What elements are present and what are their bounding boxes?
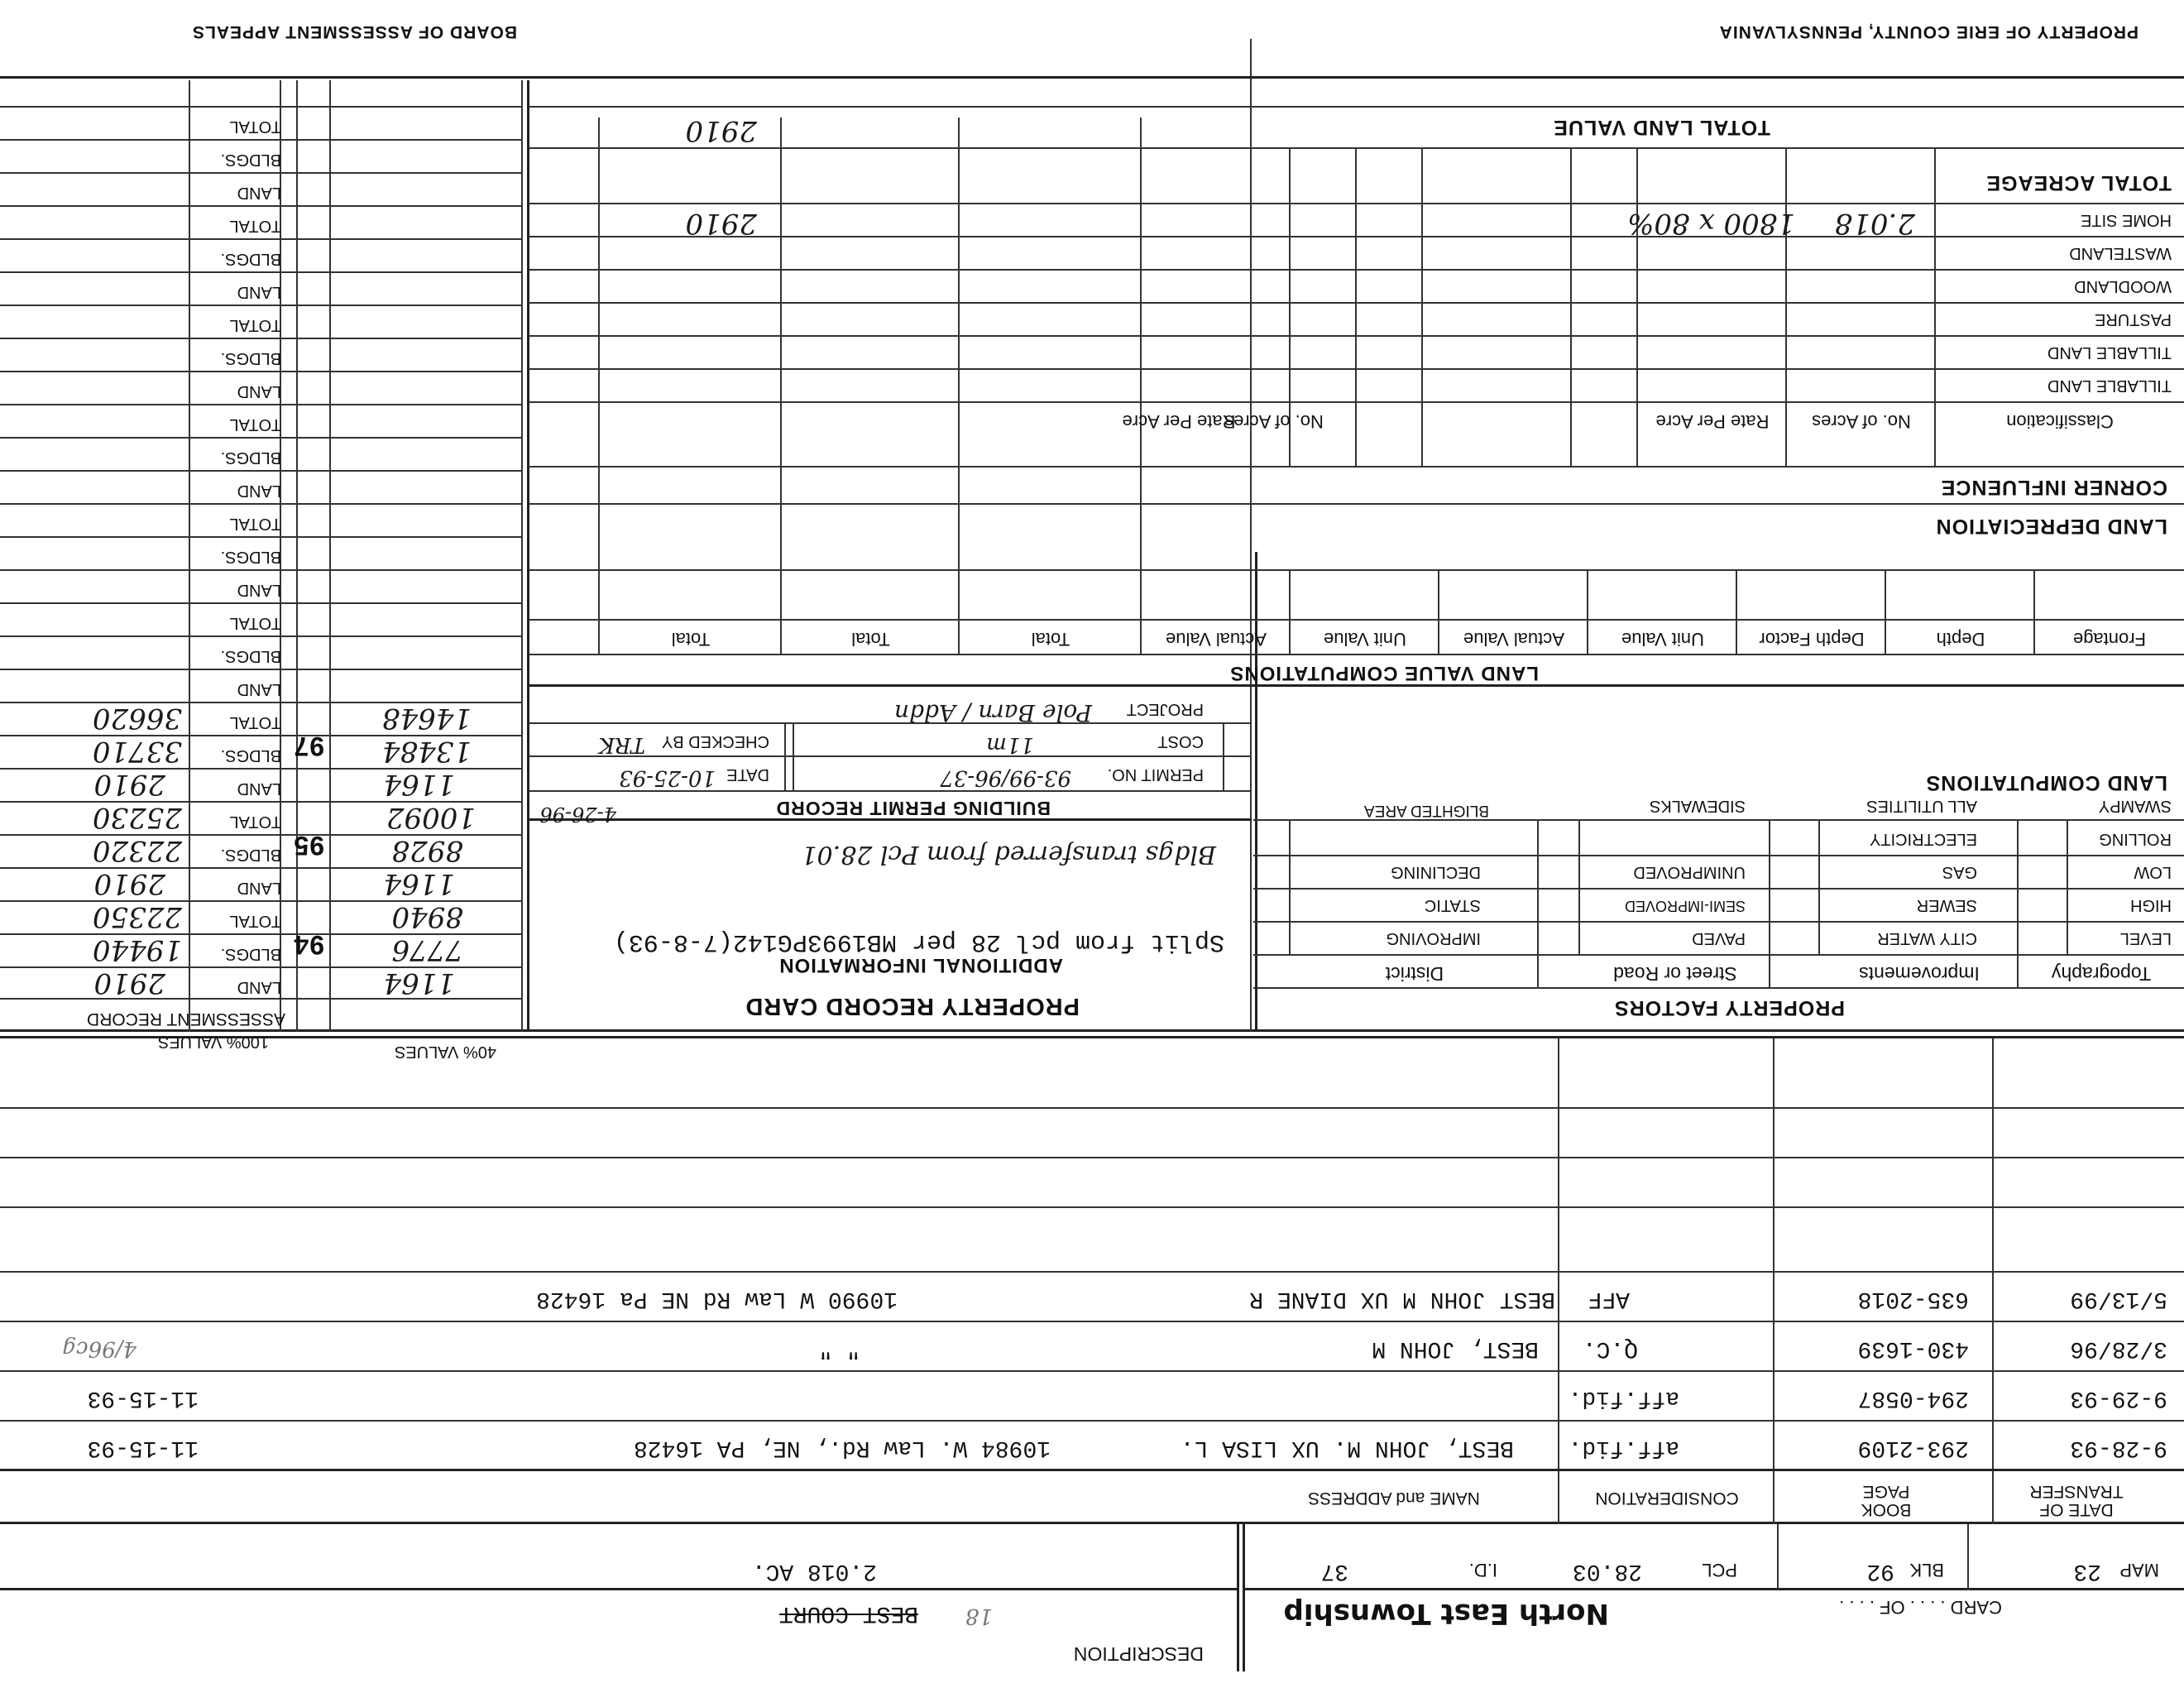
unimproved-label: UNIMPROVED [1633, 863, 1746, 881]
wasteland-label: WASTELAND [2069, 244, 2172, 262]
rule [0, 1469, 2184, 1471]
land-value-computations-title: LAND VALUE COMPUTATIONS [1229, 662, 1539, 684]
total-header-1: Total [1031, 629, 1070, 650]
section-rule [0, 1029, 2184, 1032]
id-label: I.D. [1468, 1560, 1497, 1580]
rule [0, 1522, 2184, 1524]
divider [1237, 1523, 1239, 1671]
divider [1992, 1036, 1994, 1524]
description-label: DESCRIPTION [1073, 1643, 1204, 1665]
divider [1777, 1524, 1779, 1590]
name-address-header: NAME and ADDRESS [1308, 1489, 1480, 1508]
bottom-rule [0, 76, 2184, 79]
improvements-header: Improvements [1859, 963, 1980, 985]
woodland-label: WOODLAND [2074, 277, 2172, 295]
section-rule [0, 1036, 2184, 1038]
city-water-label: CITY WATER [1877, 929, 1977, 947]
paved-label: PAVED [1692, 929, 1746, 947]
improving-label: IMPROVING [1386, 929, 1481, 947]
pcl-value: 28.03 [1572, 1558, 1642, 1584]
high-label: HIGH [2130, 896, 2172, 914]
all-utilities-label: ALL UTILITIES [1866, 797, 1977, 815]
home-site-label: HOME SITE [2080, 211, 2172, 229]
total-land-value-label: TOTAL LAND VALUE [1553, 116, 1770, 139]
cost-value: 11m [986, 732, 1034, 757]
description-value: BEST COURT [778, 1600, 918, 1626]
declining-label: DECLINING [1391, 863, 1481, 881]
map-value: 23 [2073, 1558, 2101, 1584]
actual-value-header-2: Actual Value [1166, 629, 1267, 650]
id-value: 37 [1320, 1558, 1348, 1584]
acreage-value: 2.018 AC. [751, 1558, 877, 1584]
pasture-label: PASTURE [2095, 310, 2172, 328]
home-site-value: 2910 [685, 207, 757, 240]
total-header-3: Total [671, 629, 711, 650]
rolling-label: ROLLING [2099, 830, 2172, 848]
tillable-land-2: TILLABLE LAND [2047, 343, 2172, 362]
frontage-header: Frontage [2072, 629, 2147, 650]
township-name: North East Township [1283, 1597, 1609, 1630]
description-note: 18 [965, 1604, 993, 1628]
property-record-card-title: PROPERTY RECORD CARD [745, 993, 1080, 1019]
topography-header: Topography [2051, 963, 2152, 985]
static-label: STATIC [1424, 896, 1481, 914]
property-record-card: PROPERTY OF ERIE COUNTY, PENNSYLVANIA BOARD OF ASSESSMENT APPEALS CARD . . . . OF . . . . North East Township DESCRIPTION BEST COURT 18 MAP 23 BLK 92 PCL 28.03 I.D. 37 2.018 AC. DATE OF TRANSFER BOOK PAGE CONSIDERATION NAME and ADDRESS 9-28-93 293-2109 aff.fid. BEST, JOHN M. UX LISA L. 10984 W. Law Rd., NE, PA 16428 11-15-93 9-29-93 294-0587 aff.fid. 11-15-93 3/28/96 430-1639 Q.C. BEST, JOHN M " " 4/96cg 5/13/99 635-2018 AFF BEST JOHN M UX DIANE R 10990 W Law Rd NE Pa 16428 PROPERTY FACTORS Topography Improvements Street or Road District LEVEL HIGH LOW ROLLING SWAMPY CITY WATER SEWER GAS ELECTRICITY ALL UTILITIES PAVED SEMI-IMPROVED UNIMPROVED SIDEWALKS IMPROVING STATIC DECLINING BLIGHTED AREA LAND COMPUTATIONS PROPERTY RECORD CARD ADDITIONAL INFORMATION Split from pcl 28 per MB1993PG142(7-8-93) Bldgs transferred from Pcl 28.01 BUILDING PERMIT RECORD 4-26-96 PERMIT NO. 93-99/96-37 DATE 10-25-93 COST 11m CHECKED BY TRK PROJECT Pole Barn / Addn LAND VALUE COMPUTATIONS Frontage Depth Depth Factor Unit Value Actual Value Unit Value Actual Value Total Total Total LAND DEPRECIATION CORNER INFLUENCE Classification No. of Acres Rate Per Acre No. of Acres Rate Per Acre TILLABLE LAND TILLABLE LAND PASTURE WOODLAND WASTELAND HOME SITE TOTAL ACREAGE 2.018 1800 x 80% 2910 TOTAL LAND VALUE 2910 40% VALUES ASSESSMENT RECORD 100% VALUES LAND BLDGS. TOTAL 1164 7776 8940 2910 19440 22350 94 LAND BLDGS. TOTAL 1164 8928 10092 2910 22320 25230 95 LAND BLDGS. TOTAL 1164 13484 14648 2910 33710 36620 97 LAND BLDGS. TOTAL LAND BLDGS. TOTAL LAND BLDGS. TOTAL LAND BLDGS. TOTAL LAND BLDGS. TOTAL LAND BLDGS. TOTAL [0, 0, 2184, 1688]
acres-header: No. of Acres [1812, 411, 1911, 432]
level-label: LEVEL [2119, 929, 2172, 947]
date-label: DATE [726, 765, 769, 784]
unit-value-header: Unit Value [1621, 629, 1704, 650]
consideration-header: CONSIDERATION [1595, 1489, 1739, 1508]
map-label: MAP [2119, 1560, 2159, 1580]
transfer-date-header: DATE OF TRANSFER [2029, 1482, 2124, 1519]
project-value: Pole Barn / Addn [893, 699, 1092, 727]
rule [0, 1588, 1239, 1590]
checked-by-value: TRK [598, 732, 645, 757]
values-40-label: 40% VALUES [394, 1043, 496, 1061]
classification-header: Classification [2006, 411, 2114, 432]
blk-label: BLK [1909, 1560, 1944, 1580]
project-label: PROJECT [1126, 700, 1204, 718]
divider [1558, 1036, 1559, 1524]
county-header: PROPERTY OF ERIE COUNTY, PENNSYLVANIA [1718, 22, 2138, 41]
sewer-label: SEWER [1916, 896, 1977, 914]
rate-header: Rate Per Acre [1655, 411, 1770, 432]
permit-record-date: 4-26-96 [539, 803, 616, 826]
assessment-year: 94 [293, 930, 324, 960]
property-factors-title: PROPERTY FACTORS [1613, 996, 1845, 1019]
unit-value-header-2: Unit Value [1324, 629, 1406, 650]
bldgs-transfer-note: Bldgs transferred from Pcl 28.01 [801, 840, 1216, 869]
permit-no-label: PERMIT NO. [1107, 765, 1204, 784]
total-acreage-label: TOTAL ACREAGE [1985, 171, 2172, 194]
assessment-record-label: ASSESSMENT RECORD [87, 1009, 285, 1029]
divider [1243, 1523, 1245, 1671]
semi-improved-label: SEMI-IMPROVED [1624, 898, 1746, 914]
tillable-land-1: TILLABLE LAND [2047, 376, 2172, 395]
low-label: LOW [2134, 863, 2172, 881]
assessment-year: 95 [293, 831, 324, 861]
date-value: 10-25-93 [619, 765, 716, 790]
sidewalks-label: SIDEWALKS [1650, 797, 1746, 815]
card-label: CARD . . . . OF . . . . [1839, 1597, 2002, 1618]
divider [1773, 1036, 1774, 1524]
depth-header: Depth [1936, 629, 1985, 650]
pcl-label: PCL [1702, 1560, 1737, 1580]
checked-by-label: CHECKED BY [661, 732, 769, 750]
electricity-label: ELECTRICITY [1869, 830, 1977, 848]
corner-influence-label: CORNER INFLUENCE [1940, 476, 2167, 499]
acres-header-2: No. of Acres [1224, 411, 1324, 432]
depth-factor-header: Depth Factor [1759, 629, 1865, 650]
total-land-value: 2910 [685, 114, 757, 147]
divider [1967, 1524, 1969, 1590]
blighted-area-label: BLIGHTED AREA [1364, 802, 1489, 819]
actual-value-header: Actual Value [1463, 629, 1564, 650]
assessment-year: 97 [293, 731, 324, 761]
rule [1245, 1588, 2184, 1590]
total-header-2: Total [851, 629, 890, 650]
book-page-header: BOOK PAGE [1861, 1482, 1912, 1519]
home-site-rate: 1800 x 80% [1627, 207, 1795, 240]
district-header: District [1385, 963, 1444, 985]
values-100-label: 100% VALUES [157, 1033, 269, 1051]
home-site-acres: 2.018 [1834, 207, 1915, 240]
land-computations-title: LAND COMPUTATIONS [1925, 771, 2167, 794]
permit-no-value: 93-99/96-37 [940, 765, 1071, 790]
cost-label: COST [1157, 732, 1204, 750]
street-header: Street or Road [1613, 963, 1737, 985]
additional-info-label: ADDITIONAL INFORMATION [778, 954, 1063, 976]
board-header: BOARD OF ASSESSMENT APPEALS [192, 22, 517, 41]
swampy-label: SWAMPY [2098, 797, 2172, 815]
blk-value: 92 [1866, 1558, 1894, 1584]
additional-info-text: Split from pcl 28 per MB1993PG142(7-8-93) [613, 928, 1224, 956]
rate-header-2: Rate Per Acre [1122, 411, 1236, 432]
land-depreciation-label: LAND DEPRECIATION [1935, 515, 2167, 538]
building-permit-title: BUILDING PERMIT RECORD [775, 798, 1051, 819]
gas-label: GAS [1942, 863, 1977, 881]
